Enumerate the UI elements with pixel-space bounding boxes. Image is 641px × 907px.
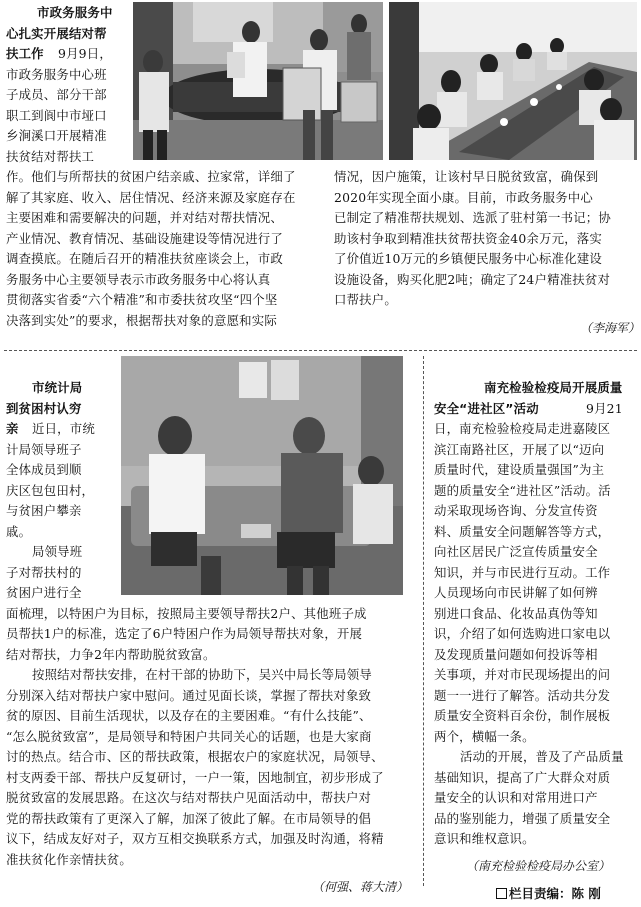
article-2-line: 局领导班 bbox=[32, 544, 83, 559]
article-1-right-line: 设施设备，购买化肥2吨；确定了24户精准扶贫对 bbox=[334, 271, 611, 287]
article-2-line: 全体成员到顺 bbox=[6, 462, 82, 477]
article-2-line: 按照结对帮扶安排，在村干部的协助下，吴兴中局长等局领导 bbox=[32, 667, 372, 682]
photo-home-visit-drawing bbox=[121, 356, 403, 595]
article-2-line: 庆区包包田村， bbox=[6, 482, 95, 498]
article-3-line: 两个，横幅一条。 bbox=[434, 728, 535, 744]
article-2-signature: （何强、蒋大清） bbox=[312, 880, 409, 894]
article-3-line: 动采取现场咨询、分发宣传资 bbox=[434, 503, 598, 518]
article-2-line: 计局领导班子 bbox=[6, 441, 82, 457]
article-1-line: 乡涧溪口开展精准 bbox=[6, 128, 107, 143]
article-3-line: 滨江南路社区，开展了以“迈向 bbox=[434, 441, 605, 457]
article-3-line: 9月21 bbox=[586, 400, 623, 416]
article-3-line: 料、质量安全问题解答等方式， bbox=[434, 523, 611, 539]
article-3-line: 活动的开展，普及了产品质量 bbox=[460, 749, 624, 764]
photo-home-visit bbox=[121, 356, 403, 595]
article-3-line: 品的鉴别能力，增强了质量安全 bbox=[434, 810, 611, 826]
article-3-line: 识，介绍了如何选购进口家电以 bbox=[434, 626, 611, 641]
photo-moving-supplies-drawing bbox=[133, 2, 383, 160]
article-3-line: 别进口食品、化妆品真伪等知 bbox=[434, 605, 598, 621]
article-2-headline-line-2: 到贫困村认穷 bbox=[6, 400, 82, 416]
square-bullet-icon bbox=[496, 888, 507, 899]
article-1-right-line: 助该村争取到精准扶贫帮扶资金40余万元，落实 bbox=[334, 230, 602, 246]
article-2-headline-line-3: 亲 bbox=[6, 421, 19, 436]
article-2-line: 党的帮扶政策有了更深入了解，加深了彼此了解。在市局领导的倡 bbox=[6, 810, 372, 826]
article-1-line: 调查摸底。在随后召开的精准扶贫座谈会上，市政 bbox=[6, 251, 283, 266]
article-2-line: 戚。 bbox=[6, 523, 32, 539]
article-1-right-line: 2020年实现全面小康。目前，市政务服务中心 bbox=[334, 189, 593, 205]
article-3-line: 日，南充检验检疫局走进嘉陵区 bbox=[434, 421, 611, 436]
article-3-line: 及发现质量问题如何投诉等相 bbox=[434, 646, 598, 662]
article-3-headline-line-2: 安全“进社区”活动 bbox=[434, 400, 539, 416]
article-1-right-line: 口帮扶户。 bbox=[334, 292, 397, 307]
photo-meeting-room bbox=[389, 2, 637, 160]
article-1-line: 务服务中心主要领导表示市政务服务中心将认真 bbox=[6, 271, 271, 287]
article-2-line: 贫困户进行全 bbox=[6, 585, 82, 600]
article-1-line: 决落到实处”的要求，根据帮扶对象的意愿和实际 bbox=[6, 312, 277, 328]
article-3-line: 质量安全资料百余份，制作展板 bbox=[434, 708, 611, 723]
article-1-right-line: 已制定了精准帮扶规划、选派了驻村第一书记；协 bbox=[334, 210, 611, 225]
article-3-line: 意识和维权意识。 bbox=[434, 831, 535, 846]
article-3-line: 题一一进行了解答。活动共分发 bbox=[434, 687, 611, 703]
separator-horizontal bbox=[4, 350, 637, 351]
article-3-line: 基础知识，提高了广大群众对质 bbox=[434, 769, 611, 785]
article-1-line: 子成员、部分干部 bbox=[6, 87, 107, 102]
article-1-line: 扶贫结对帮扶工 bbox=[6, 148, 95, 164]
column-editor-credit bbox=[496, 884, 601, 902]
article-1-headline-line-3: 扶工作 bbox=[6, 46, 44, 61]
article-1-line: 市政务服务中心班 bbox=[6, 66, 107, 82]
article-2-line: 结对帮扶，力争2年内帮助脱贫致富。 bbox=[6, 646, 216, 662]
article-3-headline-line-1: 南充检验检疫局开展质量 bbox=[484, 380, 623, 395]
separator-vertical bbox=[423, 356, 424, 886]
article-3-line: 向社区居民广泛宣传质量安全 bbox=[434, 544, 598, 559]
article-2-line: 议下，结成友好对子，双方互相交换联系方式，加强及时沟通，将精 bbox=[6, 831, 384, 846]
article-3-line: 关事项，并对市民现场提出的问 bbox=[434, 667, 611, 682]
article-2-headline-line-1: 市统计局 bbox=[32, 380, 83, 395]
article-1-line: 9月9日， bbox=[58, 46, 112, 61]
article-2-line: “怎么脱贫致富”，是局领导和特困户共同关心的话题，也是大家商 bbox=[6, 728, 372, 744]
article-2-line: 讨的热点。结合市、区的帮扶政策，根据农户的家庭状况，局领导、 bbox=[6, 749, 384, 764]
article-2-line: 贫的原因、目前生活现状，以及存在的主要困难。“有什么技能”、 bbox=[6, 708, 372, 723]
article-2-line: 准扶贫化作亲情扶贫。 bbox=[6, 851, 132, 867]
article-2-line: 与贫困户攀亲 bbox=[6, 503, 82, 518]
article-1-line: 作。他们与所帮扶的贫困户结亲戚、拉家常，详细了 bbox=[6, 169, 296, 184]
article-1-headline-line-2: 心扎实开展结对帮 bbox=[6, 25, 107, 41]
article-1-line: 解了其家庭、收入、居住情况、经济来源及家庭存在 bbox=[6, 189, 296, 205]
article-2-line: 脱贫致富的发展思路。在这次与结对帮扶户见面活动中，帮扶户对 bbox=[6, 790, 372, 805]
article-3-line: 人员现场向市民讲解了如何辨 bbox=[434, 585, 598, 600]
article-3-signature: （南充检验检疫局办公室） bbox=[466, 859, 611, 873]
article-2-line: 村支两委干部、帮扶户反复研讨，一户一策，因地制宜，初步形成了 bbox=[6, 769, 384, 785]
article-1-signature: （李海军） bbox=[580, 321, 641, 335]
article-2-line: 子对帮扶村的 bbox=[6, 564, 82, 580]
article-2-line: 分别深入结对帮扶户家中慰问。通过见面长谈，掌握了帮扶对象致 bbox=[6, 687, 372, 703]
article-1-line: 贯彻落实省委“六个精准”和市委扶贫攻坚“四个坚 bbox=[6, 292, 278, 307]
article-3-line: 质量时代，建设质量强国”为主 bbox=[434, 462, 605, 477]
article-3-line: 知识，并与市民进行互动。工作 bbox=[434, 564, 611, 580]
article-1-line: 主要困难和需要解决的问题，并对结对帮扶情况、 bbox=[6, 210, 283, 225]
article-1-right-line: 情况，因户施策，让该村早日脱贫致富，确保到 bbox=[334, 169, 599, 184]
article-2-line: 员帮扶1户的标准，选定了6户特困户作为局领导帮扶对象，开展 bbox=[6, 626, 363, 641]
photo-meeting-room-drawing bbox=[389, 2, 637, 160]
article-2-line: 面梳理，以特困户为目标，按照局主要领导帮扶2户、其他班子成 bbox=[6, 605, 367, 621]
article-3-line: 题的质量安全“进社区”活动。活 bbox=[434, 482, 611, 498]
article-1-headline-line-1: 市政务服务中 bbox=[37, 5, 113, 20]
article-1-right-line: 了价值近10万元的乡镇便民服务中心标准化建设 bbox=[334, 251, 602, 266]
article-3-line: 量安全的认识和对常用进口产 bbox=[434, 790, 598, 805]
article-1-line: 职工到阆中市垭口 bbox=[6, 107, 107, 123]
photo-moving-supplies bbox=[133, 2, 383, 160]
article-1-line: 产业情况、教育情况、基础设施建设等情况进行了 bbox=[6, 230, 283, 246]
article-2-line: 近日，市统 bbox=[32, 421, 95, 436]
column-editor-label: 栏目责编：陈 刚 bbox=[509, 886, 601, 901]
